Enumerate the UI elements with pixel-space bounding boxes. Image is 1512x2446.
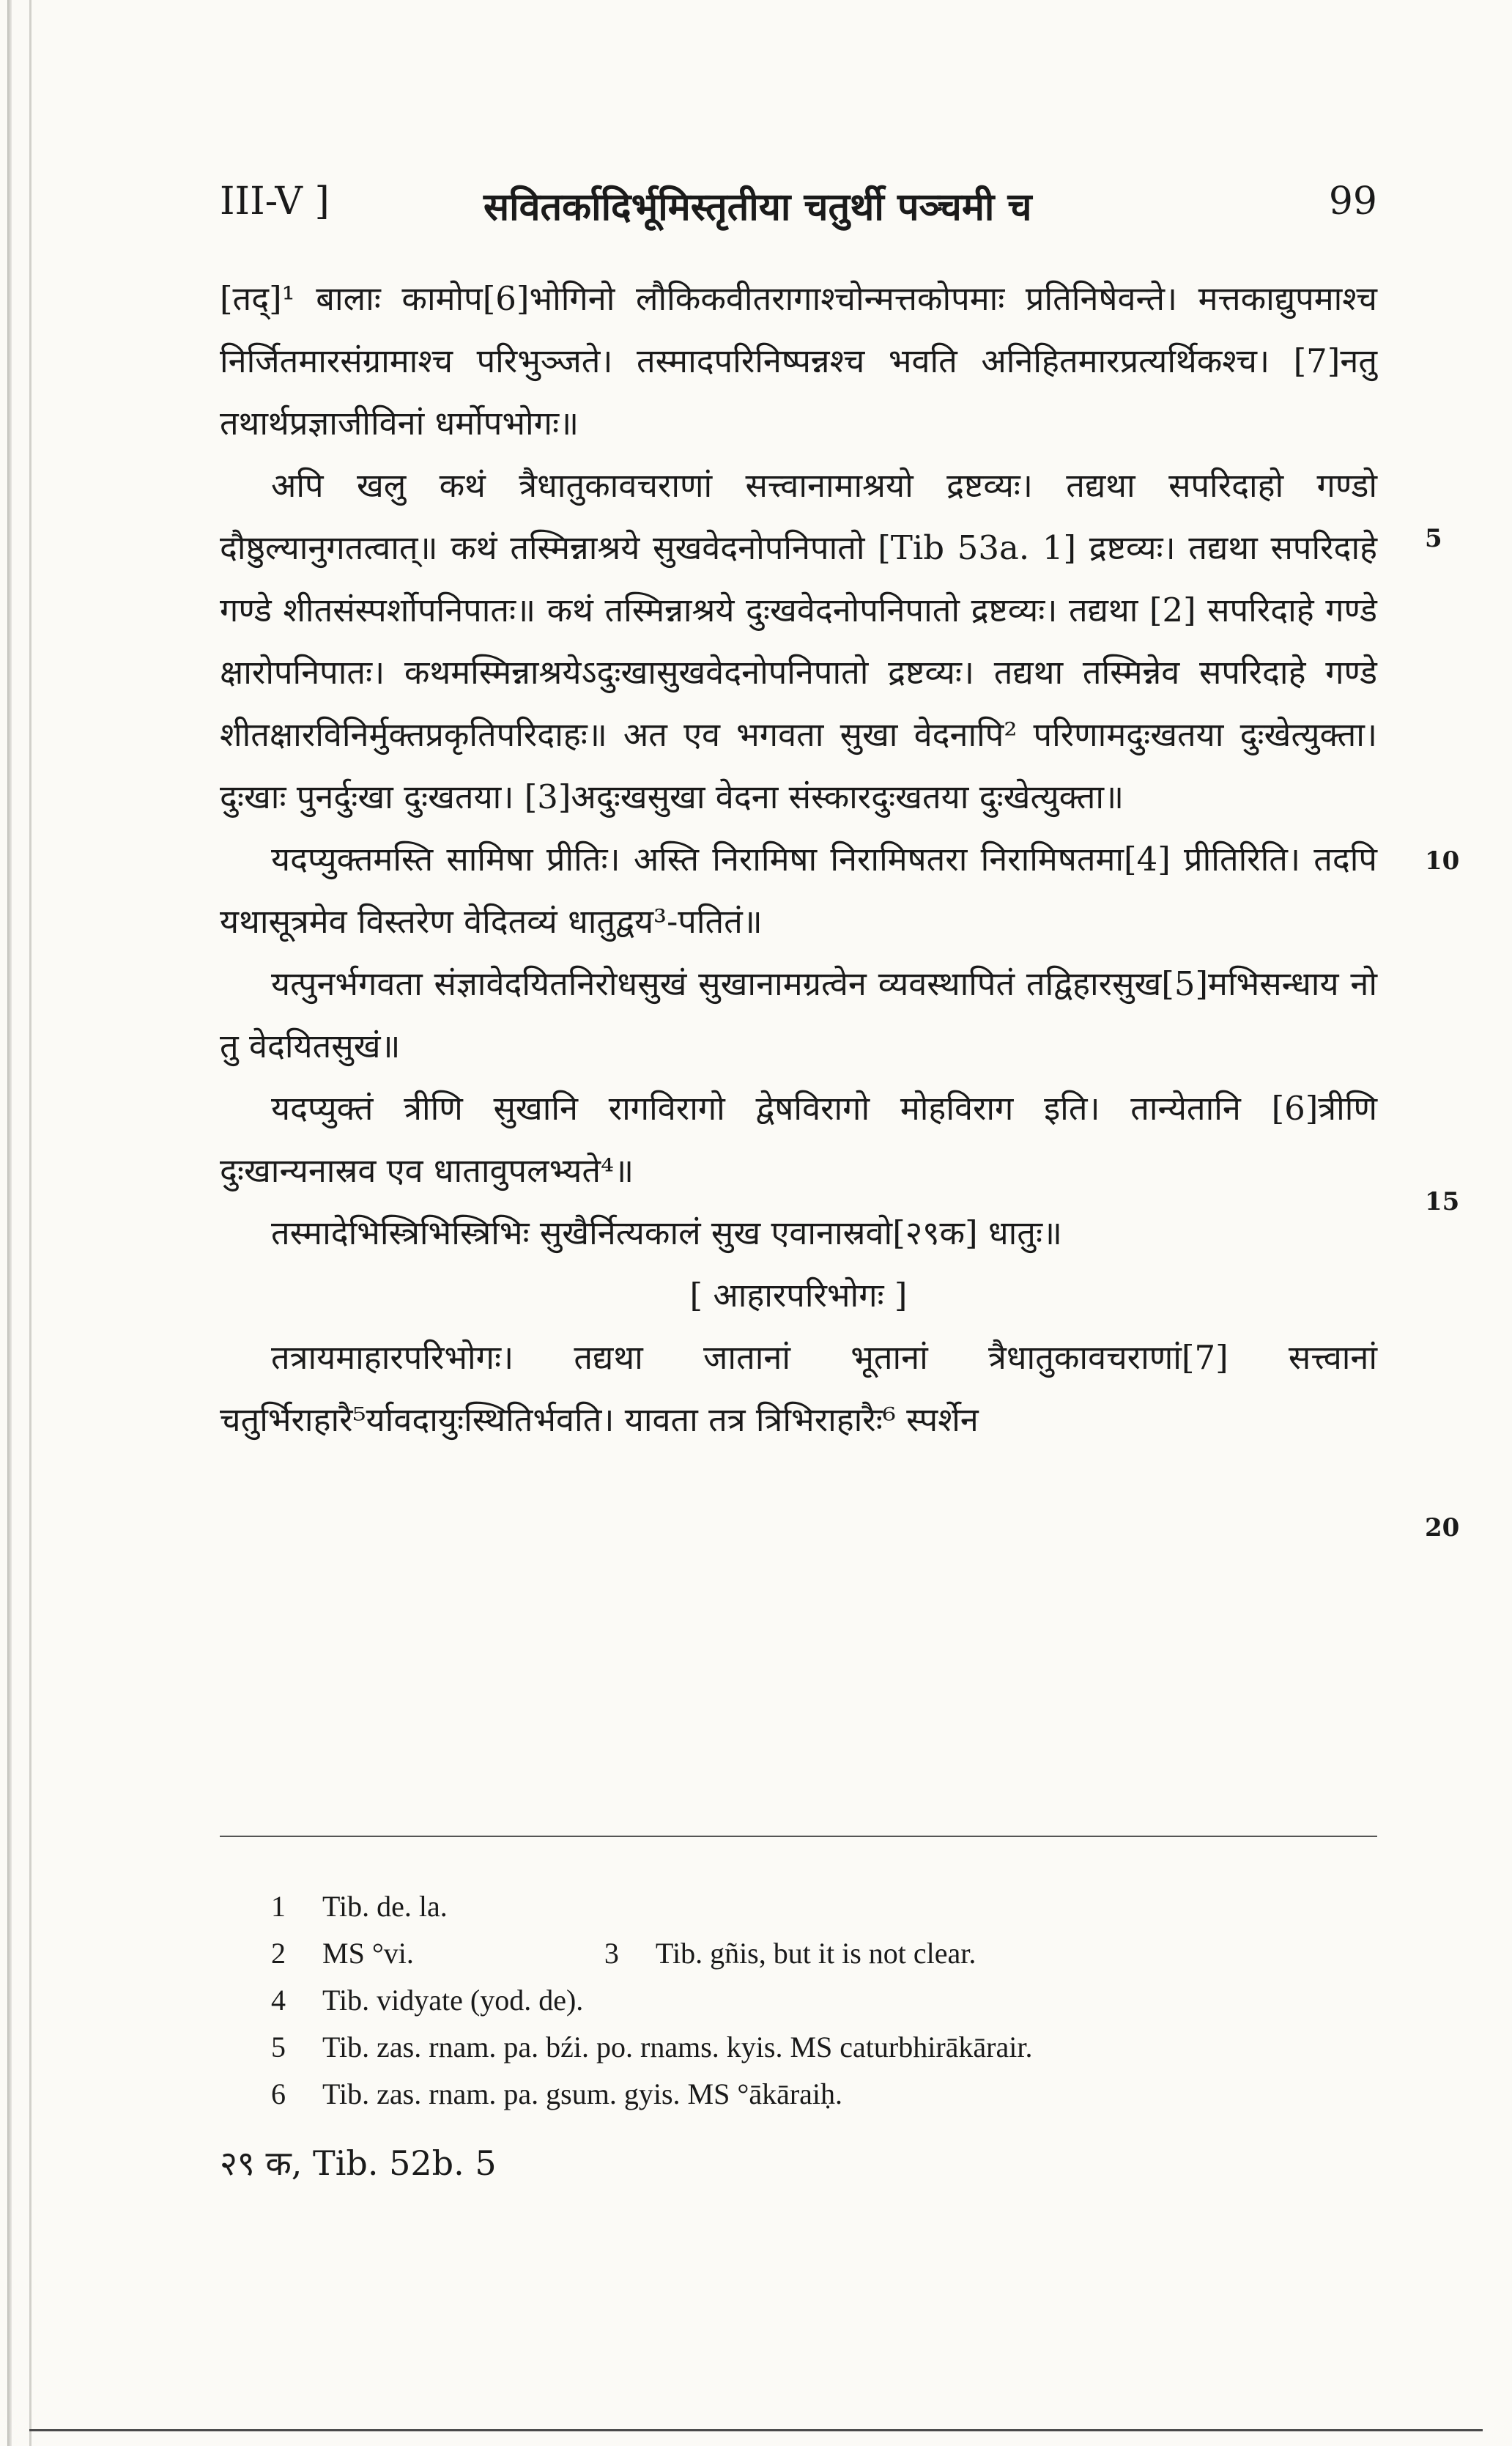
page-number: 99 (1328, 180, 1377, 223)
footnote: 2 MS °vi. 3 Tib. gñis, but it is not clear. (271, 1937, 976, 1970)
footnote: 1 Tib. de. la. (271, 1890, 448, 1923)
paragraph: यदप्युक्तं त्रीणि सुखानि रागविरागो द्वेषविरागो मोहविराग इति। तान्येतानि [6]त्रीणि दुःखान्यनास्रव एव धातावुपलभ्यते⁴॥ (220, 1089, 1377, 1190)
footnote: 4 Tib. vidyate (yod. de). (271, 1984, 584, 2017)
main-text (220, 267, 1377, 1451)
paragraph: [तद्]¹ बालाः कामोप[6]भोगिनो लौकिकवीतरागाश्चोन्मत्तकोपमाः प्रतिनिषेवन्ते। मत्तकाद्युपमाश्च निर्जितमारसंग्रामाश्च परिभुञ्जते। तस्मादपरिनिष्पन्नश्च भवति अनिहितमारप्रत्यर्थिकश्च। [7]नतु तथार्थप्रज्ञाजीविनां धर्मोपभोगः॥ (220, 279, 1377, 443)
page-bottom-edge (29, 2429, 1483, 2431)
section-ref: III-V ] (220, 180, 330, 223)
footnote: 5 Tib. zas. rnam. pa. bźi. po. rnams. kyis. MS caturbhirākārair. (271, 2031, 1033, 2063)
footnote-rule (220, 1836, 1377, 1837)
line-number: 10 (1425, 846, 1460, 876)
paragraph: अपि खलु कथं त्रैधातुकावचराणां सत्त्वानामाश्रयो द्रष्टव्यः। तद्यथा सपरिदाहो गण्डो दौष्ठुल्यानुगतत्वात्॥ कथं तस्मिन्नाश्रये सुखवेदनोपनिपातो [Tib 53a. 1] द्रष्टव्यः। तद्यथा सपरिदाहे गण्डे शीतसंस्पर्शोपनिपातः॥ कथं तस्मिन्नाश्रये दुःखवेदनोपनिपातो द्रष्टव्यः। तद्यथा [2] सपरिदाहे गण्डे क्षारोपनिपातः। कथमस्मिन्नाश्रयेऽदुःखासुखवेदनोपनिपातो द्रष्टव्यः। तद्यथा तस्मिन्नेव सपरिदाहे गण्डे शीतक्षारविनिर्मुक्तप्रकृतिपरिदाहः॥ अत एव भगवता सुखा वेदनापि² परिणामदुःखतया दुःखेत्युक्ता। दुःखाः पुनर्दुःखा दुःखतया। [3]अदुःखसुखा वेदना संस्कारदुःखतया दुःखेत्युक्ता॥ (220, 466, 1377, 816)
section-heading: [ आहारपरिभोगः ] (689, 1276, 908, 1315)
folio-reference: २९ क, Tib. 52b. 5 (220, 2143, 497, 2183)
footnotes (271, 1883, 1385, 2118)
page-edge (7, 0, 12, 2446)
paragraph: तस्मादेभिस्त्रिभिस्त्रिभिः सुखैर्नित्यकालं सुख एवानास्रवो[२९क] धातुः॥ (271, 1213, 1062, 1252)
line-number: 15 (1425, 1187, 1460, 1216)
line-number: 20 (1425, 1513, 1460, 1542)
paragraph: तत्रायमाहारपरिभोगः। तद्यथा जातानां भूतानां त्रैधातुकावचराणां[7] सत्त्वानां चतुर्भिराहारै⁵र्यावदायुःस्थितिर्भवति। यावता तत्र त्रिभिराहारैः⁶ स्पर्शेन (220, 1338, 1377, 1439)
page-edge-inner (29, 0, 32, 2446)
running-title: सवितर्कादिर्भूमिस्तृतीया चतुर्थी पञ्चमी च (483, 185, 1032, 229)
line-number: 5 (1425, 524, 1442, 553)
footnote: 6 Tib. zas. rnam. pa. gsum. gyis. MS °ākāraiḥ. (271, 2077, 843, 2110)
paragraph: यदप्युक्तमस्ति सामिषा प्रीतिः। अस्ति निरामिषा निरामिषतरा निरामिषतमा[4] प्रीतिरिति। तदपि यथासूत्रमेव विस्तरेण वेदितव्यं धातुद्वय³-पतितं॥ (220, 840, 1377, 941)
paragraph: यत्पुनर्भगवता संज्ञावेदयितनिरोधसुखं सुखानामग्रत्वेन व्यवस्थापितं तद्विहारसुख[5]मभिसन्धाय नो तु वेदयितसुखं॥ (220, 964, 1377, 1065)
running-header (220, 180, 1377, 238)
